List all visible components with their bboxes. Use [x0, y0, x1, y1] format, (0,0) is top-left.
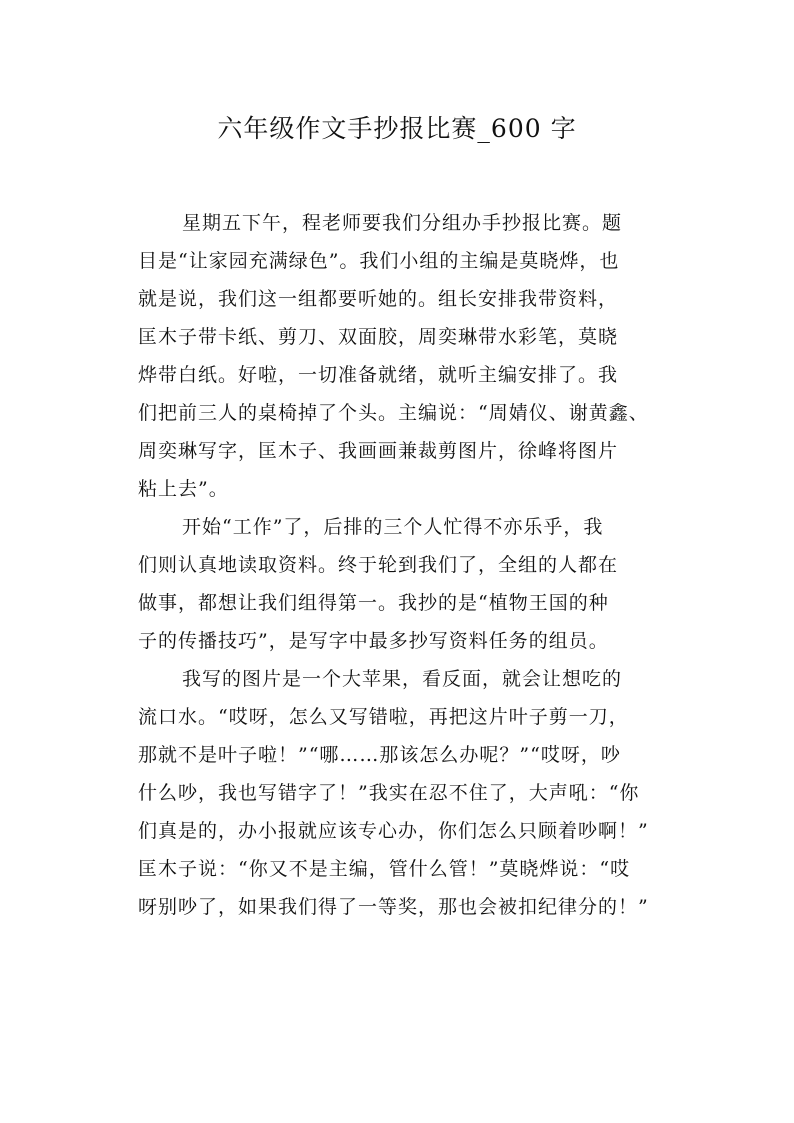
text-line: 我写的图片是一个大苹果，看反面，就会让想吃的 [182, 668, 623, 690]
text-line: 匡木子说：“你又不是主编，管什么管！”莫晓烨说：“哎 [138, 858, 631, 880]
text-line: 粘上去”。 [138, 478, 229, 500]
document-body [138, 204, 674, 926]
text-line: 目是“让家园充满绿色”。我们小组的主编是莫晓烨，也 [138, 250, 620, 272]
text-line: 呀别吵了，如果我们得了一等奖，那也会被扣纪律分的！” [138, 896, 649, 918]
text-line: 开始“工作”了，后排的三个人忙得不亦乐乎，我 [182, 516, 604, 538]
text-line: 烨带白纸。好啦，一切准备就绪，就听主编安排了。我 [138, 364, 619, 386]
text-line: 子的传播技巧”，是写字中最多抄写资料任务的组员。 [138, 630, 609, 652]
text-line: 做事，都想让我们组得第一。我抄的是“植物王国的种 [138, 592, 609, 614]
text-line: 匡木子带卡纸、剪刀、双面胶，周奕琳带水彩笔，莫晓 [138, 326, 619, 348]
text-line: 就是说，我们这一组都要听她的。组长安排我带资料， [138, 288, 619, 310]
document-title: 六年级作文手抄报比赛_600 字 [217, 114, 577, 143]
text-line: 那就不是叶子啦！”“哪……那该怎么办呢？”“哎呀，吵 [138, 744, 621, 766]
text-line: 什么吵，我也写错字了！”我实在忍不住了，大声吼：“你 [138, 782, 640, 804]
text-line: 们真是的，办小报就应该专心办，你们怎么只顾着吵啊！” [138, 820, 649, 842]
text-line: 周奕琳写字，匡木子、我画画兼裁剪图片，徐峰将图片 [138, 440, 619, 462]
text-line: 们则认真地读取资料。终于轮到我们了，全组的人都在 [138, 554, 619, 576]
text-line: 流口水。“哎呀，怎么又写错啦，再把这片叶子剪一刀， [138, 706, 629, 728]
text-line: 们把前三人的桌椅掉了个头。主编说：“周婧仪、谢黄鑫、 [138, 402, 649, 424]
text-line: 星期五下午，程老师要我们分组办手抄报比赛。题 [182, 212, 623, 234]
